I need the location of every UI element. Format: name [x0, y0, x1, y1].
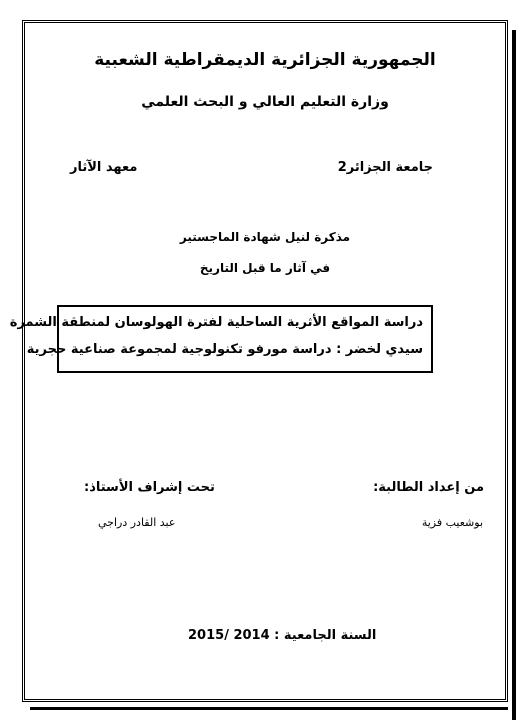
degree-memo: مذكرة لنيل شهادة الماجستير: [179, 230, 351, 244]
student-label: من إعداد الطالبة:: [373, 480, 484, 495]
student-name: بوشعيب فزية: [421, 516, 483, 529]
page-edge-right: [512, 30, 516, 720]
republic-heading: الجمهورية الجزائرية الديمقراطية الشعبية: [94, 50, 436, 70]
institute-name: معهد الآثار: [70, 160, 138, 175]
ministry-heading: وزارة التعليم العالي و البحث العلمي: [141, 94, 389, 110]
university-name: جامعة الجزائر2: [337, 160, 433, 175]
supervisor-label: تحت إشراف الأستاذ:: [84, 480, 215, 495]
page-edge-bottom: [30, 707, 508, 710]
thesis-title-line-2: سيدي لخضر : دراسة مورفو تكنولوجية لمجموعة صناعية حجرية: [26, 342, 423, 357]
thesis-title-line-1: دراسة المواقع الأثرية الساحلية لفترة الهولوسان لمنطقة الشمرة: [9, 315, 423, 330]
specialty: في آثار ما قبل التاريخ: [199, 261, 331, 275]
thesis-title-box: [9, 305, 433, 373]
supervisor-name: عبد القادر دراجي: [98, 516, 176, 529]
academic-year: السنة الجامعية : 2014 /2015: [188, 628, 377, 643]
